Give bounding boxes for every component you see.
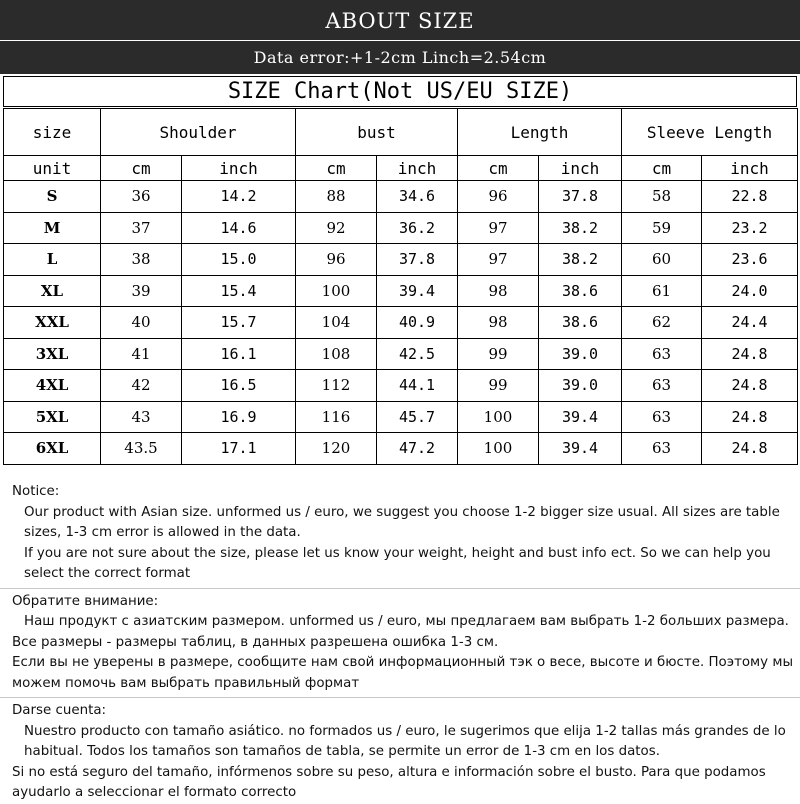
table-cell: 24.8: [702, 433, 798, 465]
size-label: L: [4, 244, 101, 276]
unit-cell: inch: [702, 156, 798, 181]
table-row: [4, 338, 798, 370]
unit-cell: cm: [458, 156, 539, 181]
table-cell: 14.2: [182, 181, 296, 213]
table-cell: 24.0: [702, 275, 798, 307]
table-cell: 37.8: [539, 181, 622, 213]
table-body: [4, 181, 798, 465]
table-cell: 97: [458, 212, 539, 244]
table-cell: 108: [296, 338, 377, 370]
table-cell: 42.5: [377, 338, 458, 370]
table-cell: 63: [622, 401, 702, 433]
table-cell: 38: [101, 244, 182, 276]
table-cell: 96: [296, 244, 377, 276]
notice-paragraph-es: Nuestro producto con tamaño asiático. no formados us / euro, le sugerimos que elija 1-2 tallas más grandes de lo habitual. Todos los tamaños son tamaños de tabla, se permite un error de 1-3 cm en los datos.: [24, 723, 786, 759]
table-row: [4, 244, 798, 276]
notice-heading-en: Notice:: [12, 484, 60, 499]
table-cell: 88: [296, 181, 377, 213]
data-error-note: Data error:+1-2cm Linch=2.54cm: [0, 41, 800, 74]
divider: [0, 697, 800, 698]
notice-paragraph-ru: Если вы не уверены в размере, сообщите нам свой информационный тэк о весе, высоте и бюсте. Поэтому мы можем помочь вам выбрать правильный формат: [12, 655, 794, 691]
table-cell: 40.9: [377, 307, 458, 339]
table-cell: 38.6: [539, 275, 622, 307]
table-cell: 24.4: [702, 307, 798, 339]
table-cell: 14.6: [182, 212, 296, 244]
table-cell: 16.1: [182, 338, 296, 370]
table-cell: 24.8: [702, 401, 798, 433]
length-header: Length: [458, 109, 622, 156]
size-header: size: [4, 109, 101, 156]
table-cell: 97: [458, 244, 539, 276]
table-cell: 41: [101, 338, 182, 370]
unit-header: unit: [4, 156, 101, 181]
table-cell: 60: [622, 244, 702, 276]
table-cell: 38.6: [539, 307, 622, 339]
unit-cell: inch: [539, 156, 622, 181]
table-cell: 39.0: [539, 370, 622, 402]
bust-header: bust: [296, 109, 458, 156]
sleeve-length-header: Sleeve Length: [622, 109, 798, 156]
table-cell: 47.2: [377, 433, 458, 465]
unit-cell: cm: [622, 156, 702, 181]
table-cell: 40: [101, 307, 182, 339]
table-cell: 100: [296, 275, 377, 307]
notice-paragraph-en: Our product with Asian size. unformed us / euro, we suggest you choose 1-2 bigger size usual. All sizes are table sizes, 1-3 cm error is allowed in the data.: [24, 504, 780, 540]
size-table: [3, 108, 798, 465]
table-cell: 63: [622, 338, 702, 370]
notice-heading-ru: Обратите внимание:: [12, 593, 159, 609]
size-label: XL: [4, 275, 101, 307]
table-cell: 15.4: [182, 275, 296, 307]
table-cell: 24.8: [702, 370, 798, 402]
unit-cell: cm: [296, 156, 377, 181]
table-cell: 23.2: [702, 212, 798, 244]
table-cell: 100: [458, 433, 539, 465]
table-cell: 38.2: [539, 244, 622, 276]
table-cell: 58: [622, 181, 702, 213]
table-row: [4, 401, 798, 433]
table-cell: 98: [458, 275, 539, 307]
table-cell: 61: [622, 275, 702, 307]
table-cell: 15.7: [182, 307, 296, 339]
table-cell: 43: [101, 401, 182, 433]
size-label: M: [4, 212, 101, 244]
size-chart-title: SIZE Chart(Not US/EU SIZE): [3, 76, 797, 107]
table-cell: 44.1: [377, 370, 458, 402]
table-cell: 16.5: [182, 370, 296, 402]
size-label: 4XL: [4, 370, 101, 402]
table-cell: 39: [101, 275, 182, 307]
table-cell: 43.5: [101, 433, 182, 465]
table-cell: 120: [296, 433, 377, 465]
table-cell: 22.8: [702, 181, 798, 213]
page-title: ABOUT SIZE: [0, 0, 800, 40]
table-cell: 98: [458, 307, 539, 339]
notice-heading-es: Darse cuenta:: [12, 703, 107, 718]
table-cell: 37: [101, 212, 182, 244]
notice-paragraph-es: Si no está seguro del tamaño, infórmenos sobre su peso, altura e información sobre el busto. Para que podamos ayudarlo a seleccionar el formato correcto: [12, 764, 766, 800]
notes-section: [12, 482, 796, 804]
size-label: S: [4, 181, 101, 213]
table-cell: 59: [622, 212, 702, 244]
table-cell: 37.8: [377, 244, 458, 276]
table-cell: 39.4: [539, 401, 622, 433]
size-label: 5XL: [4, 401, 101, 433]
notice-paragraph-ru: Все размеры - размеры таблиц, в данных разрешена ошибка 1-3 см.: [12, 634, 499, 650]
table-cell: 23.6: [702, 244, 798, 276]
size-label: 3XL: [4, 338, 101, 370]
table-row: [4, 275, 798, 307]
unit-cell: inch: [377, 156, 458, 181]
table-cell: 15.0: [182, 244, 296, 276]
table-cell: 96: [458, 181, 539, 213]
table-cell: 100: [458, 401, 539, 433]
table-cell: 36.2: [377, 212, 458, 244]
table-cell: 16.9: [182, 401, 296, 433]
table-cell: 45.7: [377, 401, 458, 433]
table-row: [4, 370, 798, 402]
notice-paragraph-en: If you are not sure about the size, please let us know your weight, height and bust info ect. So we can help you select the correct format: [24, 545, 771, 581]
table-cell: 92: [296, 212, 377, 244]
table-cell: 62: [622, 307, 702, 339]
divider: [0, 588, 800, 589]
table-cell: 63: [622, 433, 702, 465]
table-cell: 39.0: [539, 338, 622, 370]
table-row: [4, 212, 798, 244]
unit-header-row: [4, 156, 798, 181]
table-cell: 36: [101, 181, 182, 213]
table-row: [4, 433, 798, 465]
table-cell: 99: [458, 370, 539, 402]
table-cell: 39.4: [377, 275, 458, 307]
table-cell: 112: [296, 370, 377, 402]
table-cell: 99: [458, 338, 539, 370]
table-cell: 116: [296, 401, 377, 433]
table-cell: 39.4: [539, 433, 622, 465]
table-cell: 38.2: [539, 212, 622, 244]
table-cell: 34.6: [377, 181, 458, 213]
table-cell: 24.8: [702, 338, 798, 370]
table-row: [4, 181, 798, 213]
table-cell: 104: [296, 307, 377, 339]
table-cell: 63: [622, 370, 702, 402]
notice-paragraph-ru: Наш продукт с азиатским размером. unformed us / euro, мы предлагаем вам выбрать 1-2 больших размера.: [24, 614, 789, 629]
table-cell: 42: [101, 370, 182, 402]
size-label: 6XL: [4, 433, 101, 465]
size-label: XXL: [4, 307, 101, 339]
unit-cell: cm: [101, 156, 182, 181]
unit-cell: inch: [182, 156, 296, 181]
table-cell: 17.1: [182, 433, 296, 465]
table-header-row: [4, 109, 798, 156]
shoulder-header: Shoulder: [101, 109, 296, 156]
table-row: [4, 307, 798, 339]
